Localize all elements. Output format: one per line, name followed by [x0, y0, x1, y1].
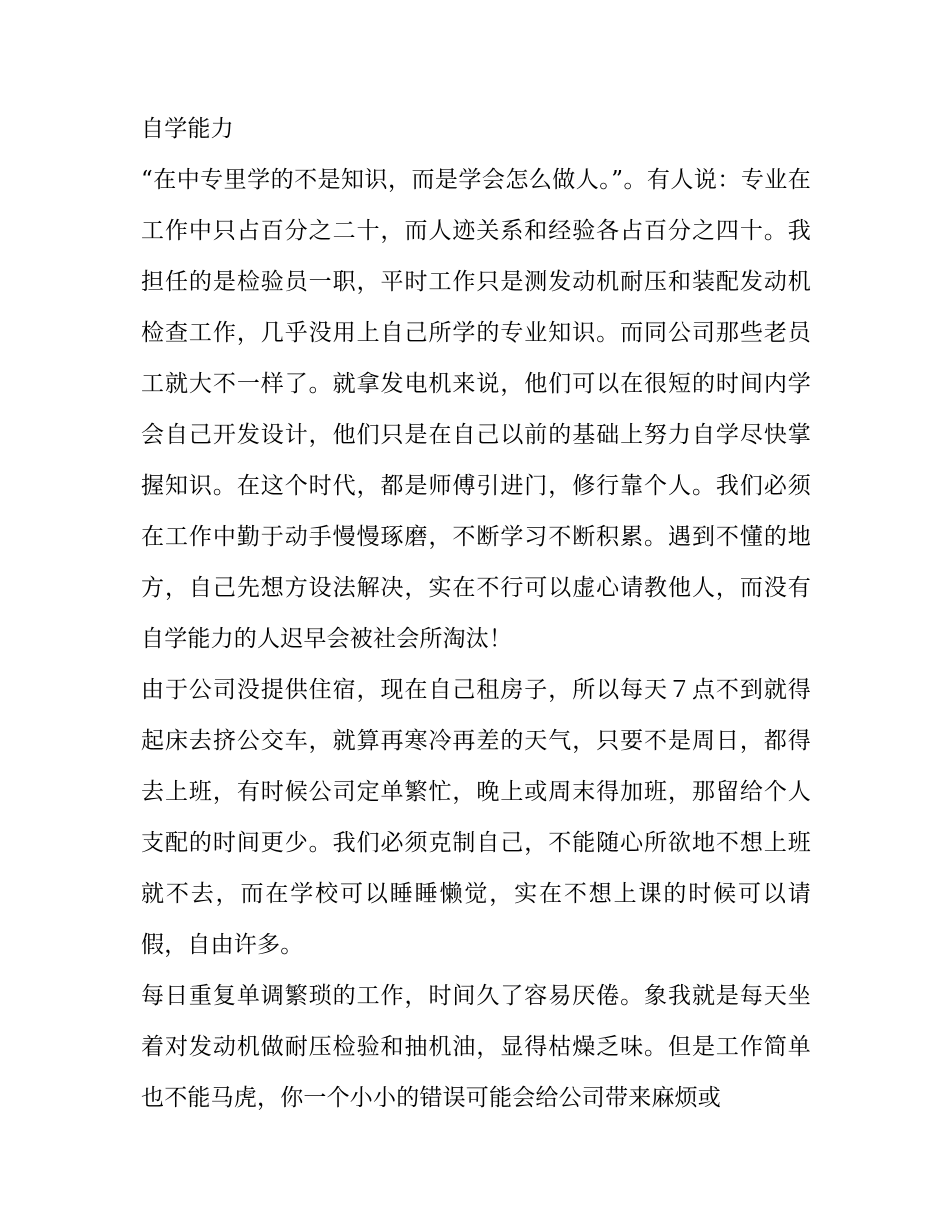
document-body [141, 104, 811, 1124]
paragraph-commute: 由于公司没提供住宿，现在自己租房子，所以每天７点不到就得起床去挤公交车，就算再寒冷再差的天气，只要不是周日，都得去上班，有时候公司定单繁忙，晚上或周末得加班，那留给个人支配的时间更少。我们必须克制自己，不能随心所欲地不想上班就不去，而在学校可以睡睡懒觉，实在不想上课的时候可以请假，自由许多。 [141, 677, 811, 958]
paragraph-routine-work: 每日重复单调繁琐的工作，时间久了容易厌倦。象我就是每天坐着对发动机做耐压检验和抽机油，显得枯燥乏味。但是工作简单也不能马虎，你一个小小的错误可能会给公司带来麻烦或 [141, 983, 811, 1111]
paragraph-self-study: “在中专里学的不是知识，而是学会怎么做人。”。有人说：专业在工作中只占百分之二十，而人迹关系和经验各占百分之四十。我担任的是检验员一职，平时工作只是测发动机耐压和装配发动机检查工作，几乎没用上自己所学的专业知识。而同公司那些老员工就大不一样了。就拿发电机来说，他们可以在很短的时间内学会自己开发设计，他们只是在自己以前的基础上努力自学尽快掌握知识。在这个时代，都是师傅引进门，修行靠个人。我们必须在工作中勤于动手慢慢琢磨，不断学习不断积累。遇到不懂的地方，自己先想方设法解决，实在不行可以虚心请教他人，而没有自学能力的人迟早会被社会所淘汰！ [141, 167, 811, 652]
section-heading: 自学能力 [141, 116, 234, 142]
